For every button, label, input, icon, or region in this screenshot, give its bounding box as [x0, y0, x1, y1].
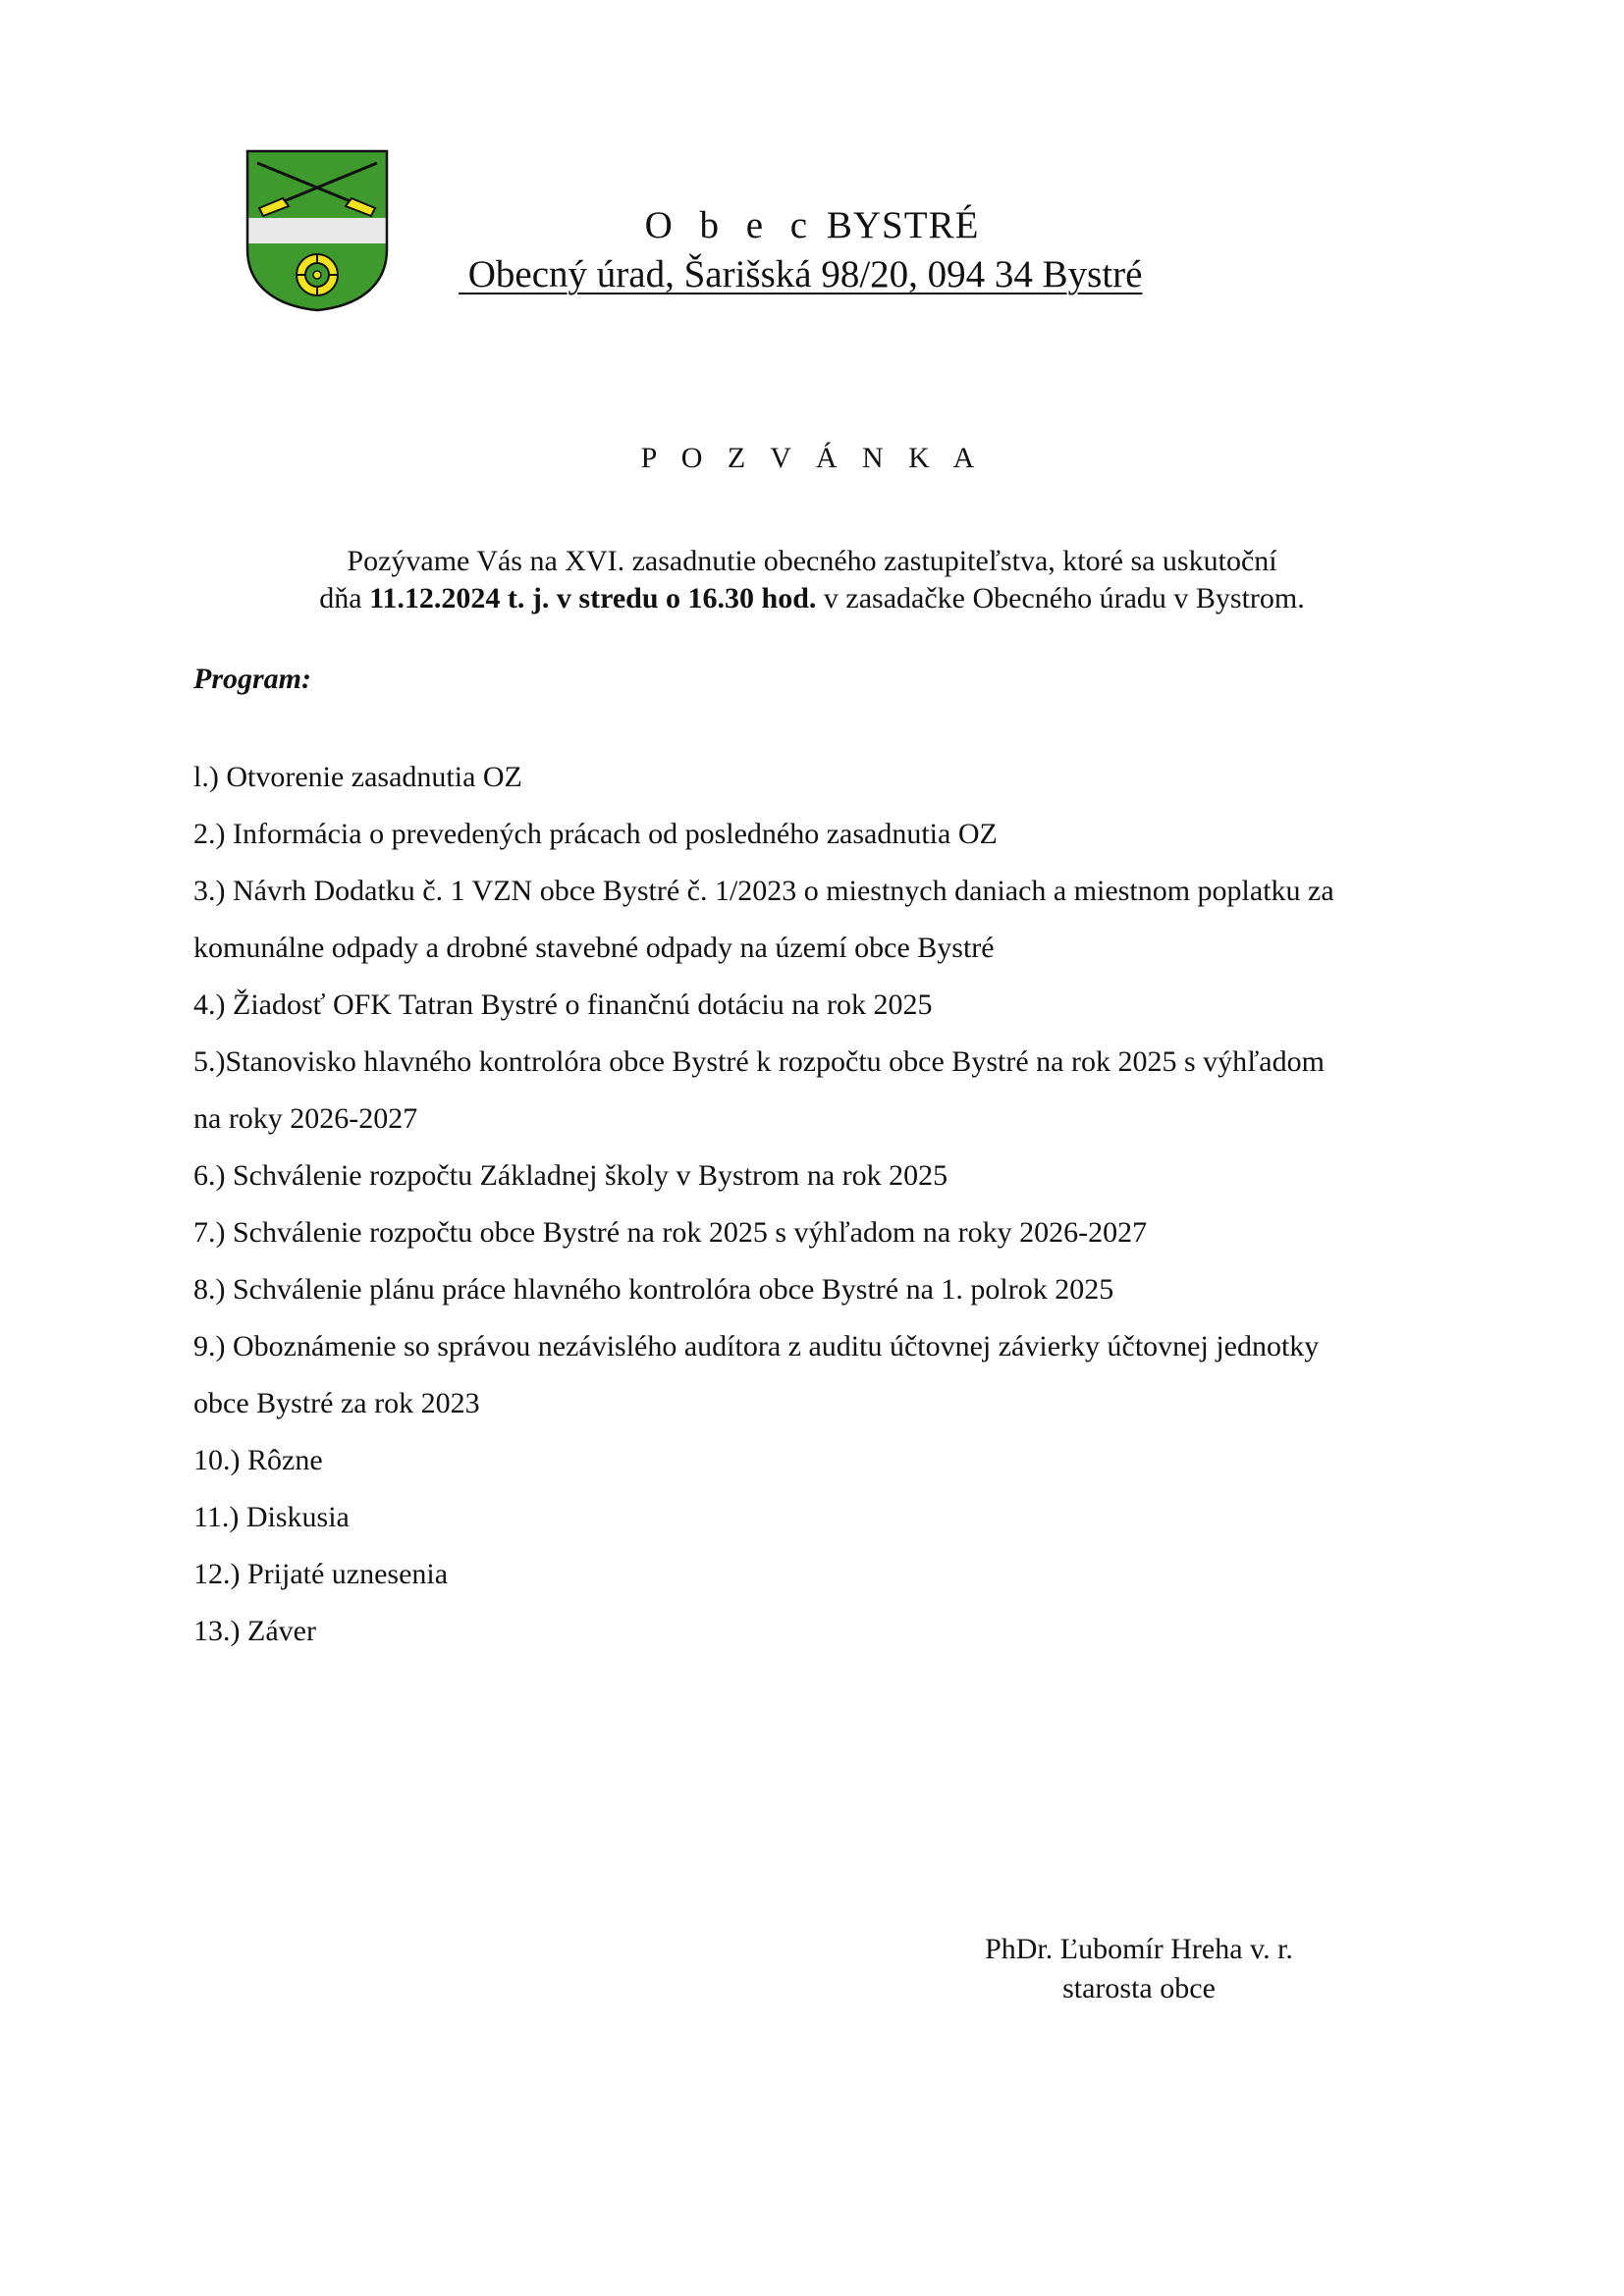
- agenda-line: komunálne odpady a drobné stavebné odpady na území obce Bystré: [193, 932, 995, 964]
- municipality-name-main: BYSTRÉ: [826, 204, 980, 246]
- signatory-name: PhDr. Ľubomír Hreha v. r.: [985, 1933, 1293, 1965]
- agenda-line: 7.) Schválenie rozpočtu obce Bystré na rok 2025 s výhľadom na roky 2026-2027: [193, 1216, 1148, 1249]
- agenda-line: 3.) Návrh Dodatku č. 1 VZN obce Bystré č. 1/2023 o miestnych daniach a miestnom poplatku za: [193, 875, 1334, 907]
- agenda-line: 9.) Oboznámenie so správou nezávislého audítora z auditu účtovnej závierky účtovnej jednotky: [193, 1330, 1320, 1362]
- signatory-role: starosta obce: [1062, 1972, 1216, 2004]
- agenda-line: 13.) Záver: [193, 1615, 316, 1647]
- agenda-line: 8.) Schválenie plánu práce hlavného kontrolóra obce Bystré na 1. polrok 2025: [193, 1273, 1114, 1306]
- agenda-line: 4.) Žiadosť OFK Tatran Bystré o finančnú dotáciu na rok 2025: [193, 988, 933, 1021]
- agenda-line: l.) Otvorenie zasadnutia OZ: [193, 761, 522, 793]
- invitation-text: [0, 543, 1624, 617]
- meeting-date-time: 11.12.2024 t. j. v stredu o 16.30 hod.: [369, 582, 817, 614]
- program-label: Program:: [193, 663, 311, 695]
- agenda-line: obce Bystré za rok 2023: [193, 1387, 480, 1419]
- agenda-line: 11.) Diskusia: [193, 1501, 350, 1533]
- office-address-text: Obecný úrad, Šarišská 98/20, 094 34 Bystré: [467, 253, 1143, 295]
- invitation-line-2: [0, 580, 1624, 617]
- municipality-name-prefix: O b e c: [644, 204, 817, 246]
- agenda-line: 2.) Informácia o prevedených prácach od posledného zasadnutia OZ: [193, 818, 998, 850]
- office-address: [459, 251, 1142, 298]
- agenda-line: 5.)Stanovisko hlavného kontrolóra obce Bystré k rozpočtu obce Bystré na rok 2025 s výhľadom: [193, 1045, 1325, 1078]
- municipality-name: [0, 202, 1624, 249]
- agenda-line: 12.) Prijaté uznesenia: [193, 1558, 449, 1590]
- agenda-line: 6.) Schválenie rozpočtu Základnej školy v Bystrom na rok 2025: [193, 1159, 948, 1192]
- invitation-line-1: Pozývame Vás na XVI. zasadnutie obecného zastupiteľstva, ktoré sa uskutoční: [347, 545, 1277, 577]
- agenda-line: 10.) Rôzne: [193, 1444, 323, 1476]
- agenda-line: na roky 2026-2027: [193, 1102, 418, 1135]
- signature-block: [943, 1930, 1335, 2008]
- document-title: P O Z V Á N K A: [640, 442, 984, 474]
- agenda-list: [193, 749, 1489, 1660]
- invitation-date-prefix: dňa: [319, 582, 370, 614]
- invitation-location: v zasadačke Obecného úradu v Bystrom.: [816, 582, 1305, 614]
